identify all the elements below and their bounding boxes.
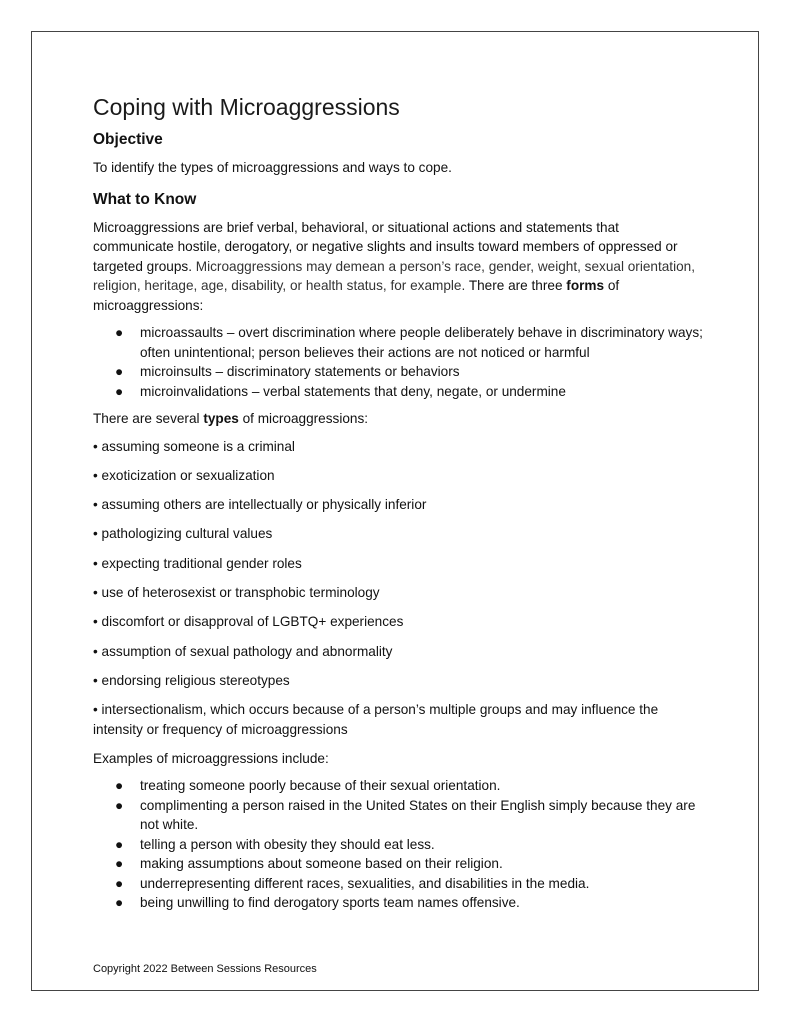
list-item: ● microinvalidations – verbal statements that deny, negate, or undermine — [93, 382, 703, 402]
forms-list — [93, 323, 703, 401]
objective-text: To identify the types of microaggressions and ways to cope. — [93, 160, 452, 175]
types-list — [93, 437, 703, 740]
what-to-know-intro — [93, 218, 703, 316]
list-item: • assuming others are intellectually or physically inferior — [93, 497, 427, 513]
list-item: • assumption of sexual pathology and abnormality — [93, 643, 393, 659]
list-item: • exoticization or sexualization — [93, 467, 275, 483]
list-item: • endorsing religious stereotypes — [93, 672, 290, 688]
bullet-icon: ● — [115, 364, 124, 379]
examples-list — [93, 776, 703, 913]
list-item: ● underrepresenting different races, sexualities, and disabilities in the media. — [93, 874, 703, 894]
bullet-icon: ● — [115, 797, 124, 813]
bullet-icon: ● — [115, 875, 124, 891]
intro-part1: Microaggressions are brief verbal, behavioral, or situational actions and statements that communicate hostile, derogatory, or negative slights and insults toward members of oppressed or targeted groups. — [93, 219, 678, 274]
document-body — [93, 92, 703, 913]
list-item: • assuming someone is a criminal — [93, 438, 295, 454]
intro-part3: There are three — [468, 278, 563, 293]
list-item: ● microinsults – discriminatory statements or behaviors — [93, 362, 703, 382]
list-item: ● making assumptions about someone based on their religion. — [93, 854, 703, 874]
bullet-icon: ● — [115, 383, 124, 399]
forms-word: forms — [566, 278, 605, 293]
what-to-know-heading: What to Know — [93, 190, 197, 208]
examples-intro: Examples of microaggressions include: — [93, 750, 329, 766]
types-word: types — [203, 411, 239, 426]
list-item: • use of heterosexist or transphobic terminology — [93, 584, 380, 600]
bullet-icon: ● — [115, 895, 124, 911]
list-item: • intersectionalism, which occurs because of a person’s multiple groups and may influence the intensity or frequency of microaggressions — [93, 702, 659, 737]
list-item: ● telling a person with obesity they should eat less. — [93, 835, 703, 855]
list-item: ● treating someone poorly because of their sexual orientation. — [93, 776, 703, 796]
intro-part4: of microaggressions: — [93, 278, 620, 313]
list-item: • pathologizing cultural values — [93, 526, 273, 542]
bullet-icon: ● — [115, 325, 124, 340]
list-item: ● microassaults – overt discrimination where people deliberately behave in discriminatory ways; often unintentional; person believes their actions are not noticed or harmful — [115, 325, 703, 360]
objective-heading: Objective — [93, 131, 163, 148]
page-title: Coping with Microaggressions — [93, 94, 400, 120]
list-item: ● complimenting a person raised in the United States on their English simply because they are not white. — [115, 797, 696, 833]
bullet-icon: ● — [115, 836, 124, 852]
intro-part2: Microaggressions may demean a person’s race, gender, weight, sexual orientation, religion, heritage, age, disability, or health status, for example. — [93, 258, 695, 293]
list-item: • expecting traditional gender roles — [93, 555, 302, 571]
bullet-icon: ● — [115, 856, 124, 872]
types-intro: There are several types of microaggressions: — [93, 411, 369, 426]
bullet-icon: ● — [115, 778, 124, 794]
list-item: • discomfort or disapproval of LGBTQ+ experiences — [93, 614, 404, 630]
list-item: ● being unwilling to find derogatory sports team names offensive. — [93, 893, 703, 913]
copyright-footer: Copyright 2022 Between Sessions Resources — [93, 963, 317, 975]
